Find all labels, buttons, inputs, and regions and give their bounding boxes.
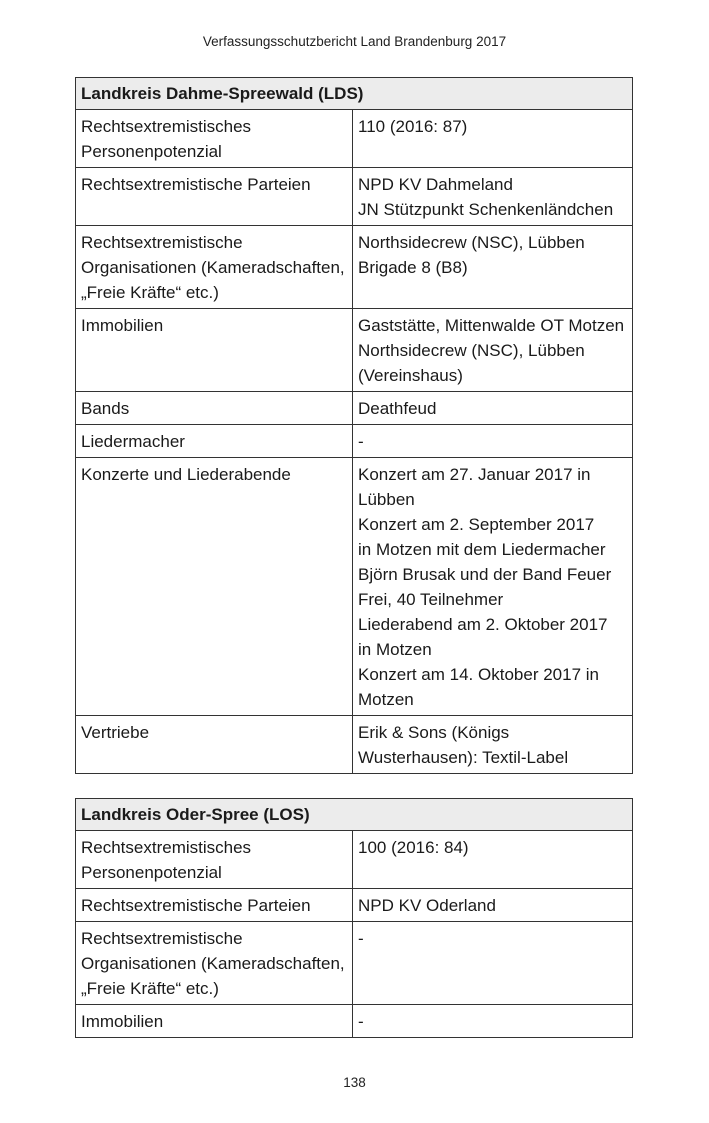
row-value-line: in Motzen [358, 640, 432, 659]
table-title: Landkreis Oder-Spree (LOS) [76, 799, 633, 831]
table-title-row [76, 78, 633, 110]
row-label-cell [76, 458, 353, 716]
row-value-line: Konzert am 14. Oktober 2017 in [358, 665, 599, 684]
row-value-line: NPD KV Dahmeland [358, 175, 513, 194]
row-value-line: Northsidecrew (NSC), Lübben [358, 233, 585, 252]
row-label-cell [76, 716, 353, 774]
row-label-line: Organisationen (Kameradschaften, [81, 954, 345, 973]
row-value-line: Frei, 40 Teilnehmer [358, 590, 504, 609]
row-label-line: Immobilien [81, 316, 164, 335]
row-value-cell [353, 458, 633, 716]
row-value-line: Erik & Sons (Königs [358, 723, 510, 742]
row-label-cell [76, 110, 353, 168]
row-value-cell [353, 1005, 633, 1038]
row-label-line: Personenpotenzial [81, 142, 222, 161]
row-value-cell [353, 309, 633, 392]
row-label-cell [76, 922, 353, 1005]
district-table-lds [75, 77, 633, 774]
row-label-cell [76, 226, 353, 309]
row-value-line: 110 (2016: 87) [358, 117, 468, 136]
row-value-line: in Motzen mit dem Liedermacher [358, 540, 606, 559]
row-value-cell [353, 168, 633, 226]
row-value-line: Motzen [358, 690, 414, 709]
row-value-line: - [358, 432, 364, 451]
row-label-cell [76, 831, 353, 889]
row-label-line: Organisationen (Kameradschaften, [81, 258, 345, 277]
row-label-cell [76, 392, 353, 425]
row-label-line: Liedermacher [81, 432, 185, 451]
row-value-line: 100 (2016: 84) [358, 838, 469, 857]
row-label-line: Personenpotenzial [81, 863, 222, 882]
row-value-line: Northsidecrew (NSC), Lübben [358, 341, 585, 360]
row-label-line: Rechtsextremistische [81, 233, 243, 252]
row-value-cell [353, 226, 633, 309]
row-value-line: - [358, 929, 364, 948]
row-value-line: Liederabend am 2. Oktober 2017 [358, 615, 608, 634]
row-label-line: Rechtsextremistische [81, 929, 243, 948]
table-row [76, 889, 633, 922]
row-label-line: Rechtsextremistische Parteien [81, 896, 311, 915]
row-value-cell [353, 392, 633, 425]
row-value-cell [353, 716, 633, 774]
row-label-cell [76, 309, 353, 392]
table-title: Landkreis Dahme-Spreewald (LDS) [76, 78, 633, 110]
row-value-line: Wusterhausen): Textil-Label [358, 748, 569, 767]
row-label-line: Rechtsextremistisches [81, 838, 252, 857]
row-value-cell [353, 889, 633, 922]
row-value-cell [353, 922, 633, 1005]
row-value-line: Deathfeud [358, 399, 437, 418]
row-label-line: „Freie Kräfte“ etc.) [81, 979, 219, 998]
row-label-line: Bands [81, 399, 130, 418]
row-value-line: Björn Brusak und der Band Feuer [358, 565, 612, 584]
table-row [76, 716, 633, 774]
table-row [76, 392, 633, 425]
table-row [76, 831, 633, 889]
table-row [76, 309, 633, 392]
district-table-los [75, 798, 633, 1038]
row-value-line: - [358, 1012, 364, 1031]
row-value-cell [353, 110, 633, 168]
table-row [76, 458, 633, 716]
row-label-cell [76, 889, 353, 922]
row-label-line: Konzerte und Liederabende [81, 465, 291, 484]
row-value-line: Gaststätte, Mittenwalde OT Motzen [358, 316, 625, 335]
row-value-line: Lübben [358, 490, 415, 509]
row-value-line: JN Stützpunkt Schenkenländchen [358, 200, 614, 219]
row-value-line: Konzert am 2. September 2017 [358, 515, 595, 534]
table-body [76, 110, 633, 774]
running-header: Verfassungsschutzbericht Land Brandenburg 2017 [202, 34, 507, 49]
row-value-line: Konzert am 27. Januar 2017 in [358, 465, 591, 484]
row-label-line: Immobilien [81, 1012, 164, 1031]
table-row [76, 425, 633, 458]
row-label-line: „Freie Kräfte“ etc.) [81, 283, 219, 302]
row-value-line: Brigade 8 (B8) [358, 258, 468, 277]
row-value-cell [353, 425, 633, 458]
row-value-line: NPD KV Oderland [358, 896, 496, 915]
table-body [76, 831, 633, 1038]
row-label-cell [76, 168, 353, 226]
row-value-cell [353, 831, 633, 889]
row-label-cell [76, 425, 353, 458]
table-row [76, 922, 633, 1005]
table-row [76, 1005, 633, 1038]
table-row [76, 110, 633, 168]
row-label-cell [76, 1005, 353, 1038]
table-title-row [76, 799, 633, 831]
page-number: 138 [343, 1075, 366, 1090]
row-label-line: Vertriebe [81, 723, 150, 742]
row-label-line: Rechtsextremistisches [81, 117, 252, 136]
table-row [76, 226, 633, 309]
row-value-line: (Vereinshaus) [358, 366, 463, 385]
table-row [76, 168, 633, 226]
row-label-line: Rechtsextremistische Parteien [81, 175, 311, 194]
